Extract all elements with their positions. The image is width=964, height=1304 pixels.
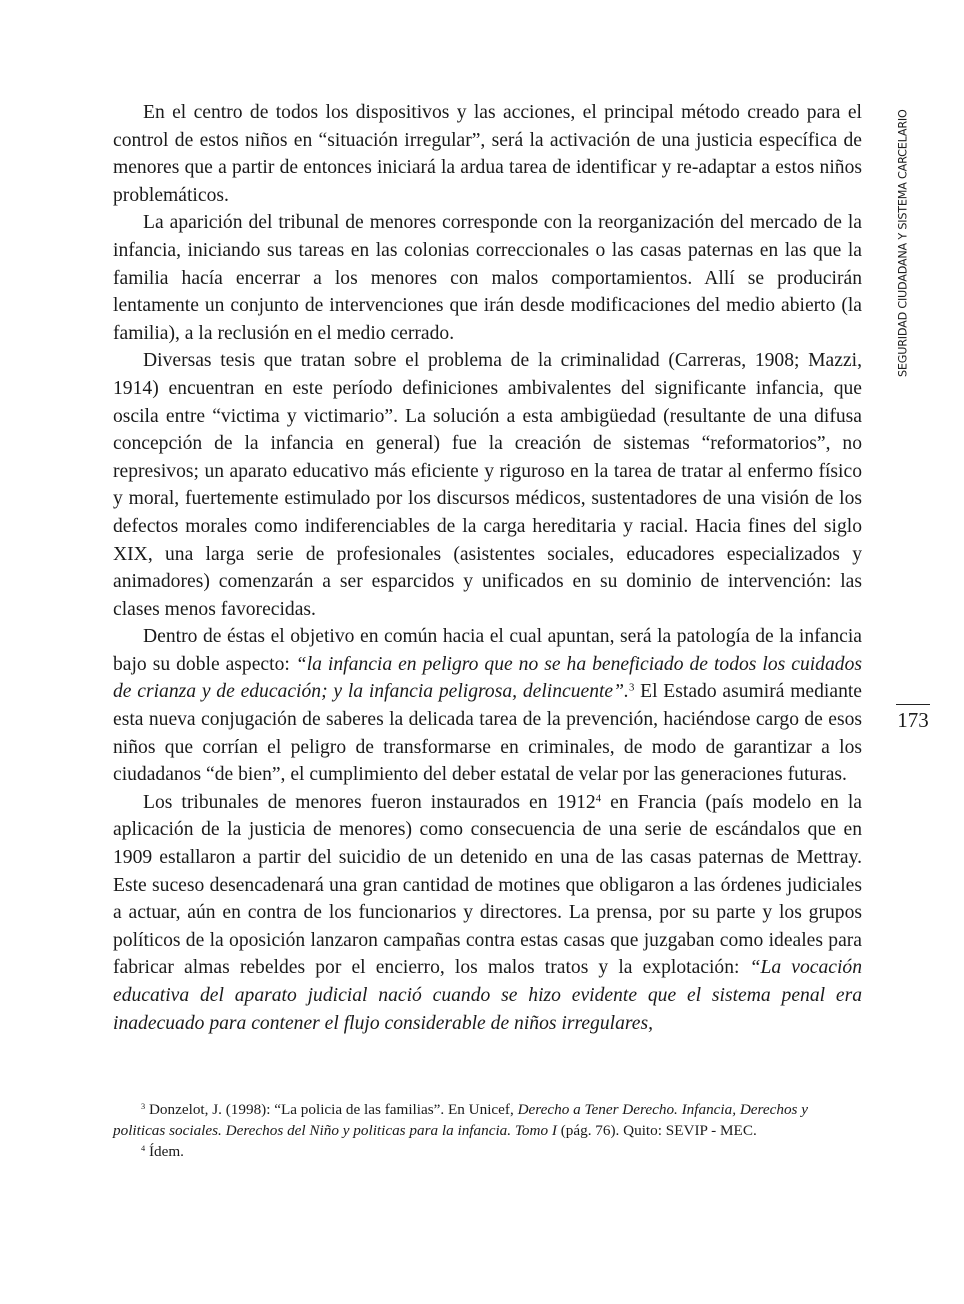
paragraph-4-quote: “la infancia en peligro que no se ha beneficiado de todos los cuidados de crianza y de educación; y la infancia peligrosa, delincuente”. [113, 653, 862, 703]
footnote-4 [113, 1141, 862, 1162]
paragraph-4-text-end: El Estado asumirá mediante esta nueva conjugación de saberes la delicada tarea de la prevención, haciéndose cargo de esos niños que corrían el peligro de transformarse en criminales, de modo de garantizar a los ciudadanos “de bien”, el cumplimiento del deber estatal de velar por las generaciones futuras. [113, 681, 863, 786]
footnote-3-text: Donzelot, J. (1998): “La policia de las familias”. En Unicef, [145, 1101, 518, 1118]
running-head: SEGURIDAD CIUDADANA Y SISTEMA CARCELARIO [896, 109, 910, 377]
footnotes [113, 1099, 862, 1162]
paragraph-4-text: Dentro de éstas el objetivo en común hacia el cual apuntan, será la patología de la infancia bajo su doble aspecto: [113, 626, 862, 675]
footnote-4-number: 4 [141, 1143, 146, 1153]
footnote-3-number: 3 [141, 1101, 146, 1111]
paragraph-5-text: Los tribunales de menores fueron instaurados en 1912 [143, 791, 596, 813]
footnote-3-title: Derecho a Tener Derecho. Infancia, Derechos y politicas sociales. Derechos del Niño y politicas para la infancia. Tomo I [113, 1101, 809, 1139]
footnote-4-text: Ídem. [145, 1143, 184, 1160]
page-number: 173 [897, 708, 929, 732]
footnote-3 [113, 1099, 862, 1141]
footnote-ref-4[interactable]: 4 [595, 792, 602, 805]
paragraph-4 [113, 623, 862, 789]
paragraph-5-quote: “La vocación educativa del aparato judicial nació cuando se hizo evidente que el sistema penal era inadecuado para contener el flujo considerable de niños irregulares, [113, 957, 862, 1034]
paragraph-2: La aparición del tribunal de menores corresponde con la reorganización del mercado de la infancia, iniciando sus tareas en las colonias correccionales o las casas paternas en las que la familia hacía encerrar a los menores con malos comportamientos. Allí se producirán lentamente un conjunto de intervenciones que irán desde modificaciones del medio abierto (la familia), a la reclusión en el medio cerrado. [113, 212, 862, 344]
paragraph-1: En el centro de todos los dispositivos y las acciones, el principal método creado para el control de estos niños en “situación irregular”, será la activación de una justicia específica de menores que a partir de entonces iniciará la ardua tarea de identificar y re-adaptar a estos niños problemáticos. [113, 102, 862, 206]
paragraph-5-text-middle: en Francia (país modelo en la aplicación de la justicia de menores) como consecuencia de una serie de escándalos que en 1909 estallaron a partir del suicidio de un detenido en una de las casas paternas de Mettray. Este suceso desencadenará una gran cantidad de motines que obligaron a las órdenes judiciales a actuar, aún en contra de los funcionarios y directores. La prensa, por su parte y los grupos políticos de la oposición lanzaron campañas contra estas casas que juzgaban como ideales para fabricar almas rebeldes por el encierro, los malos tratos y la explotación: [113, 791, 862, 979]
paragraph-3: Diversas tesis que tratan sobre el problema de la criminalidad (Carreras, 1908; Mazzi, 1914) encuentran en este período definiciones ambivalentes del significante infancia, que oscila entre “victima y victimario”. La solución a esta ambigüedad (resultante de una difusa concepción de la infancia en general) fue la creación de sistemas “reformatorios”, no represivos; un aparato educativo más eficiente y riguroso en la tarea de tratar al enfermo físico y moral, fuertemente estimulado por los discursos médicos, sustentadores de una visión de los defectos morales como indiferenciables de la carga hereditaria y racial. Hacia fines del siglo XIX, una larga serie de profesionales (asistentes sociales, educadores especializados y animadores) comenzarán a ser esparcidos y unificados en su dominio de intervención: las clases menos favorecidas. [113, 350, 862, 620]
footnote-ref-3[interactable]: 3 [628, 682, 635, 695]
paragraph-5 [113, 789, 862, 1037]
footnote-3-text-end: (pág. 76). Quito: SEVIP - MEC. [556, 1122, 757, 1139]
page-number-rule [896, 704, 930, 705]
body-text [113, 99, 862, 1037]
